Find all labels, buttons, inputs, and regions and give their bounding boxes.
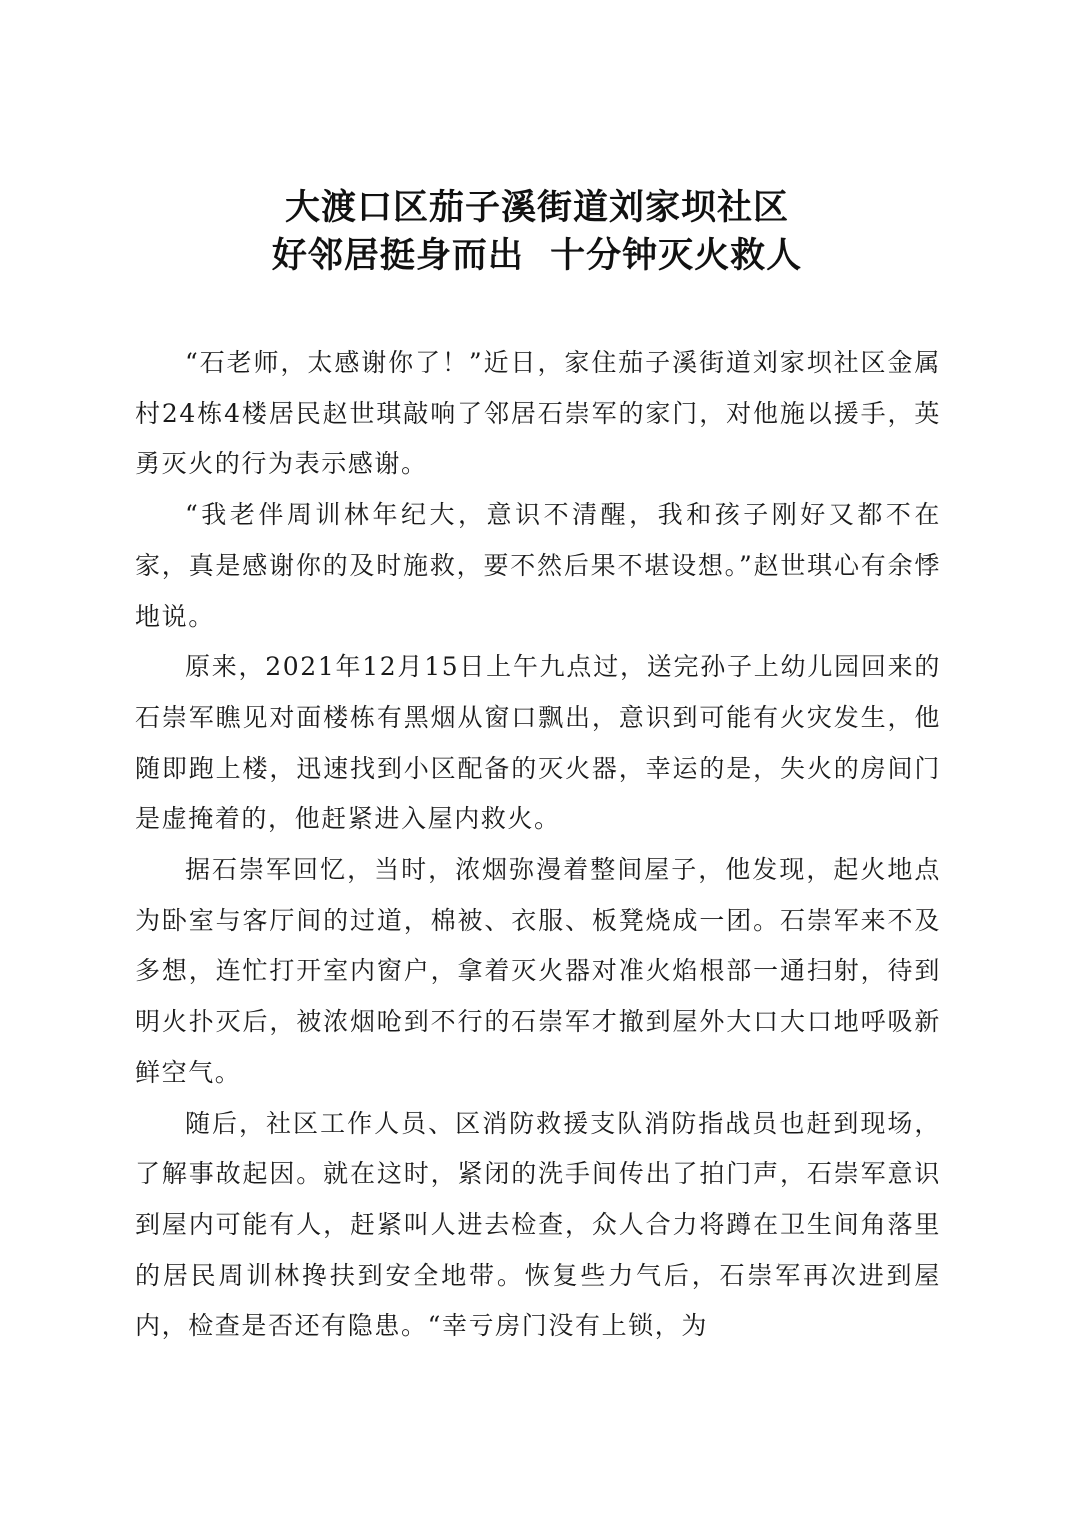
article-body: [135, 338, 941, 1352]
title-line-2: 好邻居挺身而出 十分钟灭火救人: [271, 235, 803, 276]
paragraph-4: 据石崇军回忆，当时，浓烟弥漫着整间屋子，他发现，起火地点为卧室与客厅间的过道，棉被、衣服、板凳烧成一团。石崇军来不及多想，连忙打开室内窗户，拿着灭火器对准火焰根部一通扫射，待到明火扑灭后，被浓烟呛到不行的石崇军才撤到屋外大口大口地呼吸新鲜空气。: [135, 855, 941, 1087]
paragraph-3: 原来，2021年12月15日上午九点过，送完孙子上幼儿园回来的石崇军瞧见对面楼栋有黑烟从窗口飘出，意识到可能有火灾发生，他随即跑上楼，迅速找到小区配备的灭火器，幸运的是，失火的房间门是虚掩着的，他赶紧进入屋内救火。: [135, 652, 941, 834]
paragraph-1: “石老师，太感谢你了！”近日，家住茄子溪街道刘家坝社区金属村24栋4楼居民赵世琪敲响了邻居石崇军的家门，对他施以援手，英勇灭火的行为表示感谢。: [135, 348, 941, 479]
article-title: [0, 184, 1074, 280]
title-line-1: 大渡口区茄子溪街道刘家坝社区: [284, 187, 789, 228]
paragraph-2: “我老伴周训林年纪大，意识不清醒，我和孩子刚好又都不在家，真是感谢你的及时施救，要不然后果不堪设想。”赵世琪心有余悸地说。: [135, 500, 941, 631]
paragraph-5: 随后，社区工作人员、区消防救援支队消防指战员也赶到现场，了解事故起因。就在这时，紧闭的洗手间传出了拍门声，石崇军意识到屋内可能有人，赶紧叫人进去检查，众人合力将蹲在卫生间角落里的居民周训林搀扶到安全地带。恢复些力气后，石崇军再次进到屋内，检查是否还有隐患。“幸亏房门没有上锁，为: [135, 1108, 941, 1341]
